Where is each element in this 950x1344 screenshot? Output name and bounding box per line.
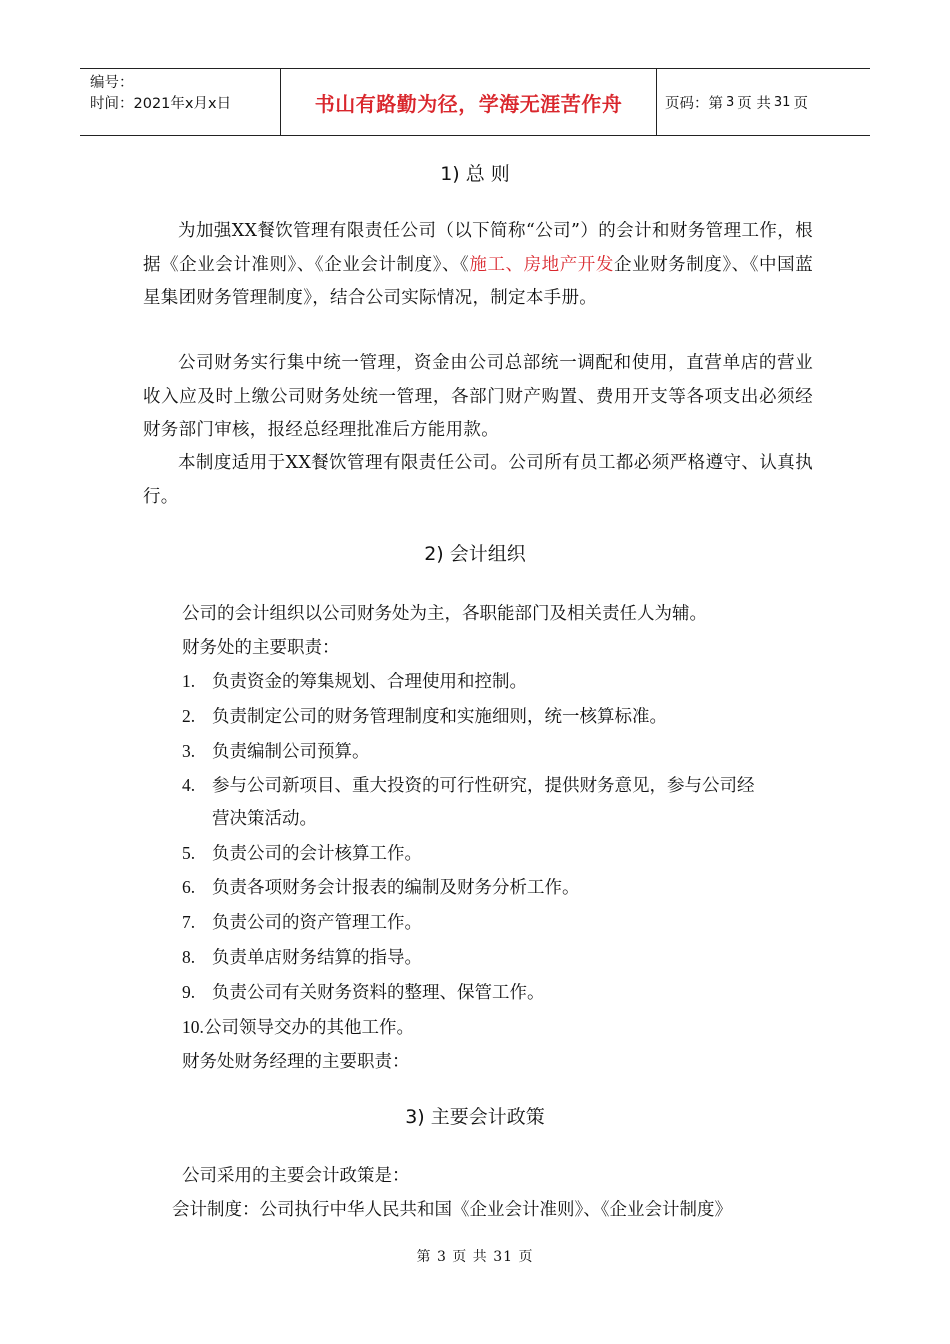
page-header (80, 68, 870, 136)
list-item (182, 909, 422, 934)
list-text: 负责公司的资产管理工作。 (212, 913, 422, 933)
page-footer: 第 3 页 共 31 页 (416, 1249, 534, 1265)
list-text: 参与公司新项目、重大投资的可行性研究，提供财务意见，参与公司经 (212, 776, 755, 796)
org-duties-title: 财务处的主要职责： (182, 638, 340, 658)
list-item (182, 944, 422, 969)
list-number: 7. (182, 912, 196, 932)
list-text: 负责公司的会计核算工作。 (212, 844, 422, 864)
list-item-continuation: 营决策活动。 (212, 809, 317, 829)
list-item (182, 703, 667, 728)
general-p1-highlight: 施工、房地产开发 (469, 254, 614, 275)
time-label: 时间：2021年x月x日 (90, 96, 232, 112)
general-paragraph-1 (143, 215, 813, 316)
header-slogan: 书山有路勤为径，学海无涯苦作舟 (281, 69, 657, 135)
page-suffix: 页 (793, 95, 808, 112)
list-item (182, 874, 580, 899)
page-current: 3 (726, 94, 735, 110)
serial-label: 编号： (90, 75, 134, 91)
general-paragraph-2: 公司财务实行集中统一管理，资金由公司总部统一调配和使用，直营单店的营业收入应及时上缴公司财务处统一管理，各部门财产购置、费用开支等各项支出必须经财务部门审核，报经总经理批准后方能用款。 (143, 353, 813, 440)
list-number: 1. (182, 671, 196, 691)
general-paragraph-3: 本制度适用于XX餐饮管理有限责任公司。公司所有员工都必须严格遵守、认真执行。 (143, 453, 813, 507)
list-text: 负责单店财务结算的指导。 (212, 948, 422, 968)
page-prefix: 页码：第 (665, 95, 723, 112)
list-text: 负责各项财务会计报表的编制及财务分析工作。 (212, 878, 580, 898)
page-mid: 页 共 (737, 95, 771, 112)
list-item (182, 738, 370, 763)
list-number: 6. (182, 877, 196, 897)
list-text: 负责资金的筹集规划、合理使用和控制。 (212, 672, 527, 692)
policy-line-1: 会计制度：公司执行中华人民共和国《企业会计准则》、《企业会计制度》 (172, 1200, 732, 1220)
org-manager-title: 财务处财务经理的主要职责： (182, 1052, 410, 1072)
list-item (182, 1014, 414, 1039)
list-text: 负责编制公司预算。 (212, 742, 370, 762)
list-text: 负责制定公司的财务管理制度和实施细则，统一核算标准。 (212, 707, 667, 727)
general-p1-text-end: 企业财务制度》、《中国蓝星集团财务管理制度》，结合公司实际情况，制定本手册。 (143, 254, 813, 308)
list-item (182, 772, 755, 797)
list-number: 10. (182, 1017, 204, 1037)
section-title-general: 1) 总 则 (440, 163, 510, 185)
list-number: 5. (182, 843, 196, 863)
list-number: 2. (182, 706, 196, 726)
list-item (182, 840, 422, 865)
header-page-number (657, 69, 870, 135)
list-text: 负责公司有关财务资料的整理、保管工作。 (212, 983, 545, 1003)
section-title-policy: 3) 主要会计政策 (405, 1106, 545, 1128)
list-number: 9. (182, 982, 196, 1002)
list-text: 公司领导交办的其他工作。 (204, 1018, 414, 1038)
list-number: 4. (182, 775, 196, 795)
list-item (182, 668, 527, 693)
org-intro: 公司的会计组织以公司财务处为主，各职能部门及相关责任人为辅。 (182, 604, 707, 624)
list-number: 3. (182, 741, 196, 761)
list-number: 8. (182, 947, 196, 967)
policy-intro: 公司采用的主要会计政策是： (182, 1166, 410, 1186)
list-item (182, 979, 545, 1004)
page-total: 31 (773, 94, 791, 110)
section-title-org: 2) 会计组织 (424, 543, 526, 565)
general-p1-text: 为加强XX餐饮管理有限责任公司（以下简称“公司”）的会计和财务管理工作，根据《企业会计准则》、《企业会计制度》、《 (143, 221, 813, 275)
header-meta (80, 69, 281, 135)
